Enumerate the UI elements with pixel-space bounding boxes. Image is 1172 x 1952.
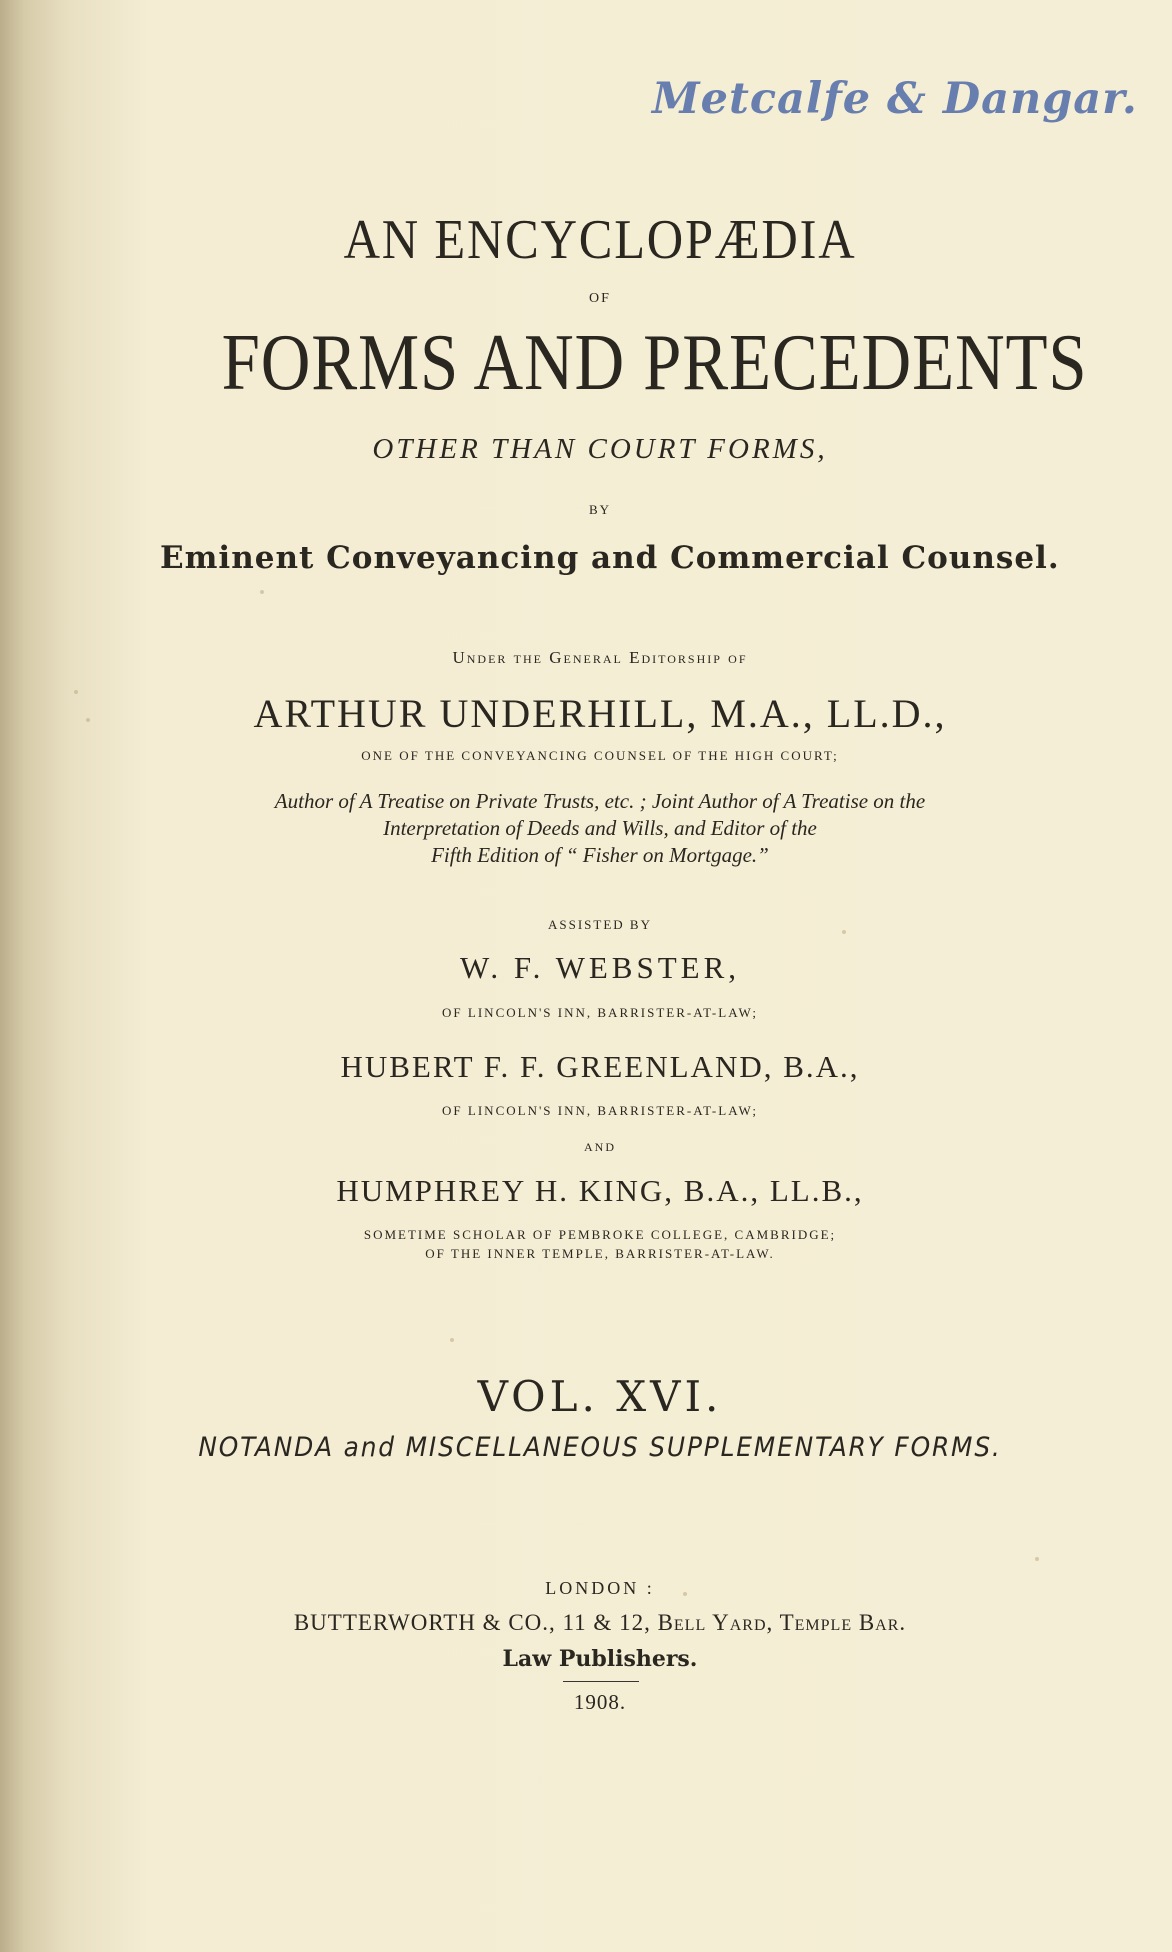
assistant-webster-role: OF LINCOLN'S INN, BARRISTER-AT-LAW; bbox=[442, 1005, 758, 1020]
assistant-webster: W. F. WEBSTER, bbox=[459, 950, 741, 985]
assistant-greenland: HUBERT F. F. GREENLAND, B.A., bbox=[340, 1049, 860, 1084]
paper-speck bbox=[450, 1338, 454, 1342]
paper-speck bbox=[842, 930, 846, 934]
assistant-king-role-line: OF THE INNER TEMPLE, BARRISTER-AT-LAW. bbox=[425, 1246, 775, 1261]
imprint-year: 1908. bbox=[573, 1690, 627, 1714]
assisted-by-label: ASSISTED BY bbox=[548, 917, 652, 932]
paper-speck bbox=[1035, 1557, 1039, 1561]
editorship-intro: Under the General Editorship of bbox=[452, 648, 748, 667]
ownership-stamp: Metcalfe & Dangar. bbox=[652, 74, 1138, 124]
assistant-greenland-role: OF LINCOLN'S INN, BARRISTER-AT-LAW; bbox=[442, 1103, 758, 1118]
editor-name: ARTHUR UNDERHILL, M.A., LL.D., bbox=[253, 691, 947, 736]
paper-speck bbox=[86, 718, 90, 722]
and-label: AND bbox=[584, 1140, 616, 1154]
editor-credit-line: Author of A Treatise on Private Trusts, etc. ; Joint Author of A Treatise on the bbox=[274, 789, 926, 813]
authors-line: Eminent Conveyancing and Commercial Counsel. bbox=[160, 540, 1060, 576]
editor-credits bbox=[160, 788, 1040, 869]
by-label: BY bbox=[588, 502, 612, 517]
paper-speck bbox=[260, 590, 264, 594]
volume-number: VOL. XVI. bbox=[477, 1372, 723, 1421]
main-title: FORMS AND PRECEDENTS bbox=[221, 319, 1088, 407]
editor-credit-line: Fifth Edition of “ Fisher on Mortgage.” bbox=[431, 843, 769, 867]
title-of: OF bbox=[589, 291, 611, 306]
assistant-king: HUMPHREY H. KING, B.A., LL.B., bbox=[336, 1173, 864, 1208]
volume-title: NOTANDA and MISCELLANEOUS SUPPLEMENTARY FORMS. bbox=[198, 1432, 1002, 1463]
imprint-tagline: Law Publishers. bbox=[502, 1646, 698, 1672]
paper-speck bbox=[683, 1592, 687, 1596]
editor-role: ONE OF THE CONVEYANCING COUNSEL OF THE HIGH COURT; bbox=[361, 748, 839, 763]
subtitle: OTHER THAN COURT FORMS, bbox=[372, 433, 828, 465]
assistant-king-roles bbox=[160, 1225, 1040, 1263]
editor-credit-line: Interpretation of Deeds and Wills, and Editor of the bbox=[383, 816, 817, 840]
imprint-city: LONDON : bbox=[545, 1578, 655, 1598]
imprint-rule bbox=[563, 1681, 639, 1682]
assistant-king-role-line: SOMETIME SCHOLAR OF PEMBROKE COLLEGE, CAMBRIDGE; bbox=[363, 1227, 837, 1242]
imprint-publisher: BUTTERWORTH & CO., 11 & 12, Bell Yard, Temple Bar. bbox=[293, 1610, 907, 1635]
title-line-1: AN ENCYCLOPÆDIA bbox=[343, 209, 857, 271]
paper-speck bbox=[74, 690, 78, 694]
